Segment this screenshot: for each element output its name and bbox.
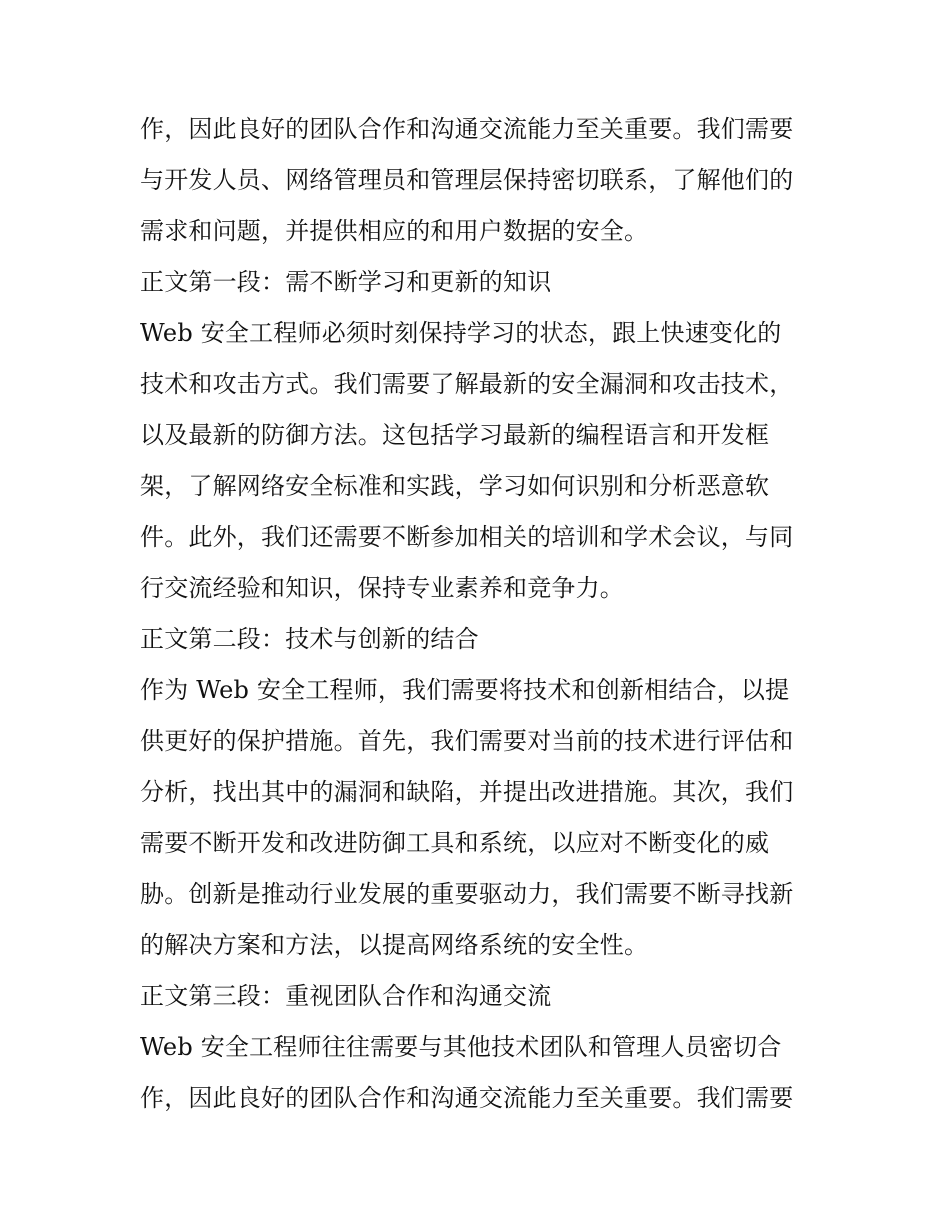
text-line: 胁。创新是推动行业发展的重要驱动力，我们需要不断寻找新 [140,880,794,908]
body-text [140,104,820,1124]
text-line: 供更好的保护措施。首先，我们需要对当前的技术进行评估和 [140,727,794,755]
text-line: 与开发人员、网络管理员和管理层保持密切联系，了解他们的 [140,166,794,194]
section-heading-2: 正文第二段：技术与创新的结合 [140,625,479,653]
text-line: 作，因此良好的团队合作和沟通交流能力至关重要。我们需要 [140,115,794,143]
section-heading-1: 正文第一段：需不断学习和更新的知识 [140,268,552,296]
text-line: Web 安全工程师必须时刻保持学习的状态，跟上快速变化的 [140,319,782,347]
text-line: 作为 Web 安全工程师，我们需要将技术和创新相结合，以提 [140,676,790,704]
text-line: 技术和攻击方式。我们需要了解最新的安全漏洞和攻击技术， [140,370,794,398]
section-heading-3: 正文第三段：重视团队合作和沟通交流 [140,982,552,1010]
text-line: 架，了解网络安全标准和实践，学习如何识别和分析恶意软 [140,472,770,500]
text-line: 需求和问题，并提供相应的和用户数据的安全。 [140,217,649,245]
text-line: 行交流经验和知识，保持专业素养和竞争力。 [140,574,624,602]
text-line: 作，因此良好的团队合作和沟通交流能力至关重要。我们需要 [140,1084,794,1112]
text-line: 件。此外，我们还需要不断参加相关的培训和学术会议，与同 [140,523,794,551]
text-line: 的解决方案和方法，以提高网络系统的安全性。 [140,931,649,959]
text-line: Web 安全工程师往往需要与其他技术团队和管理人员密切合 [140,1033,782,1061]
text-line: 以及最新的防御方法。这包括学习最新的编程语言和开发框 [140,421,770,449]
text-line: 需要不断开发和改进防御工具和系统，以应对不断变化的威 [140,829,770,857]
text-line: 分析，找出其中的漏洞和缺陷，并提出改进措施。其次，我们 [140,778,794,806]
